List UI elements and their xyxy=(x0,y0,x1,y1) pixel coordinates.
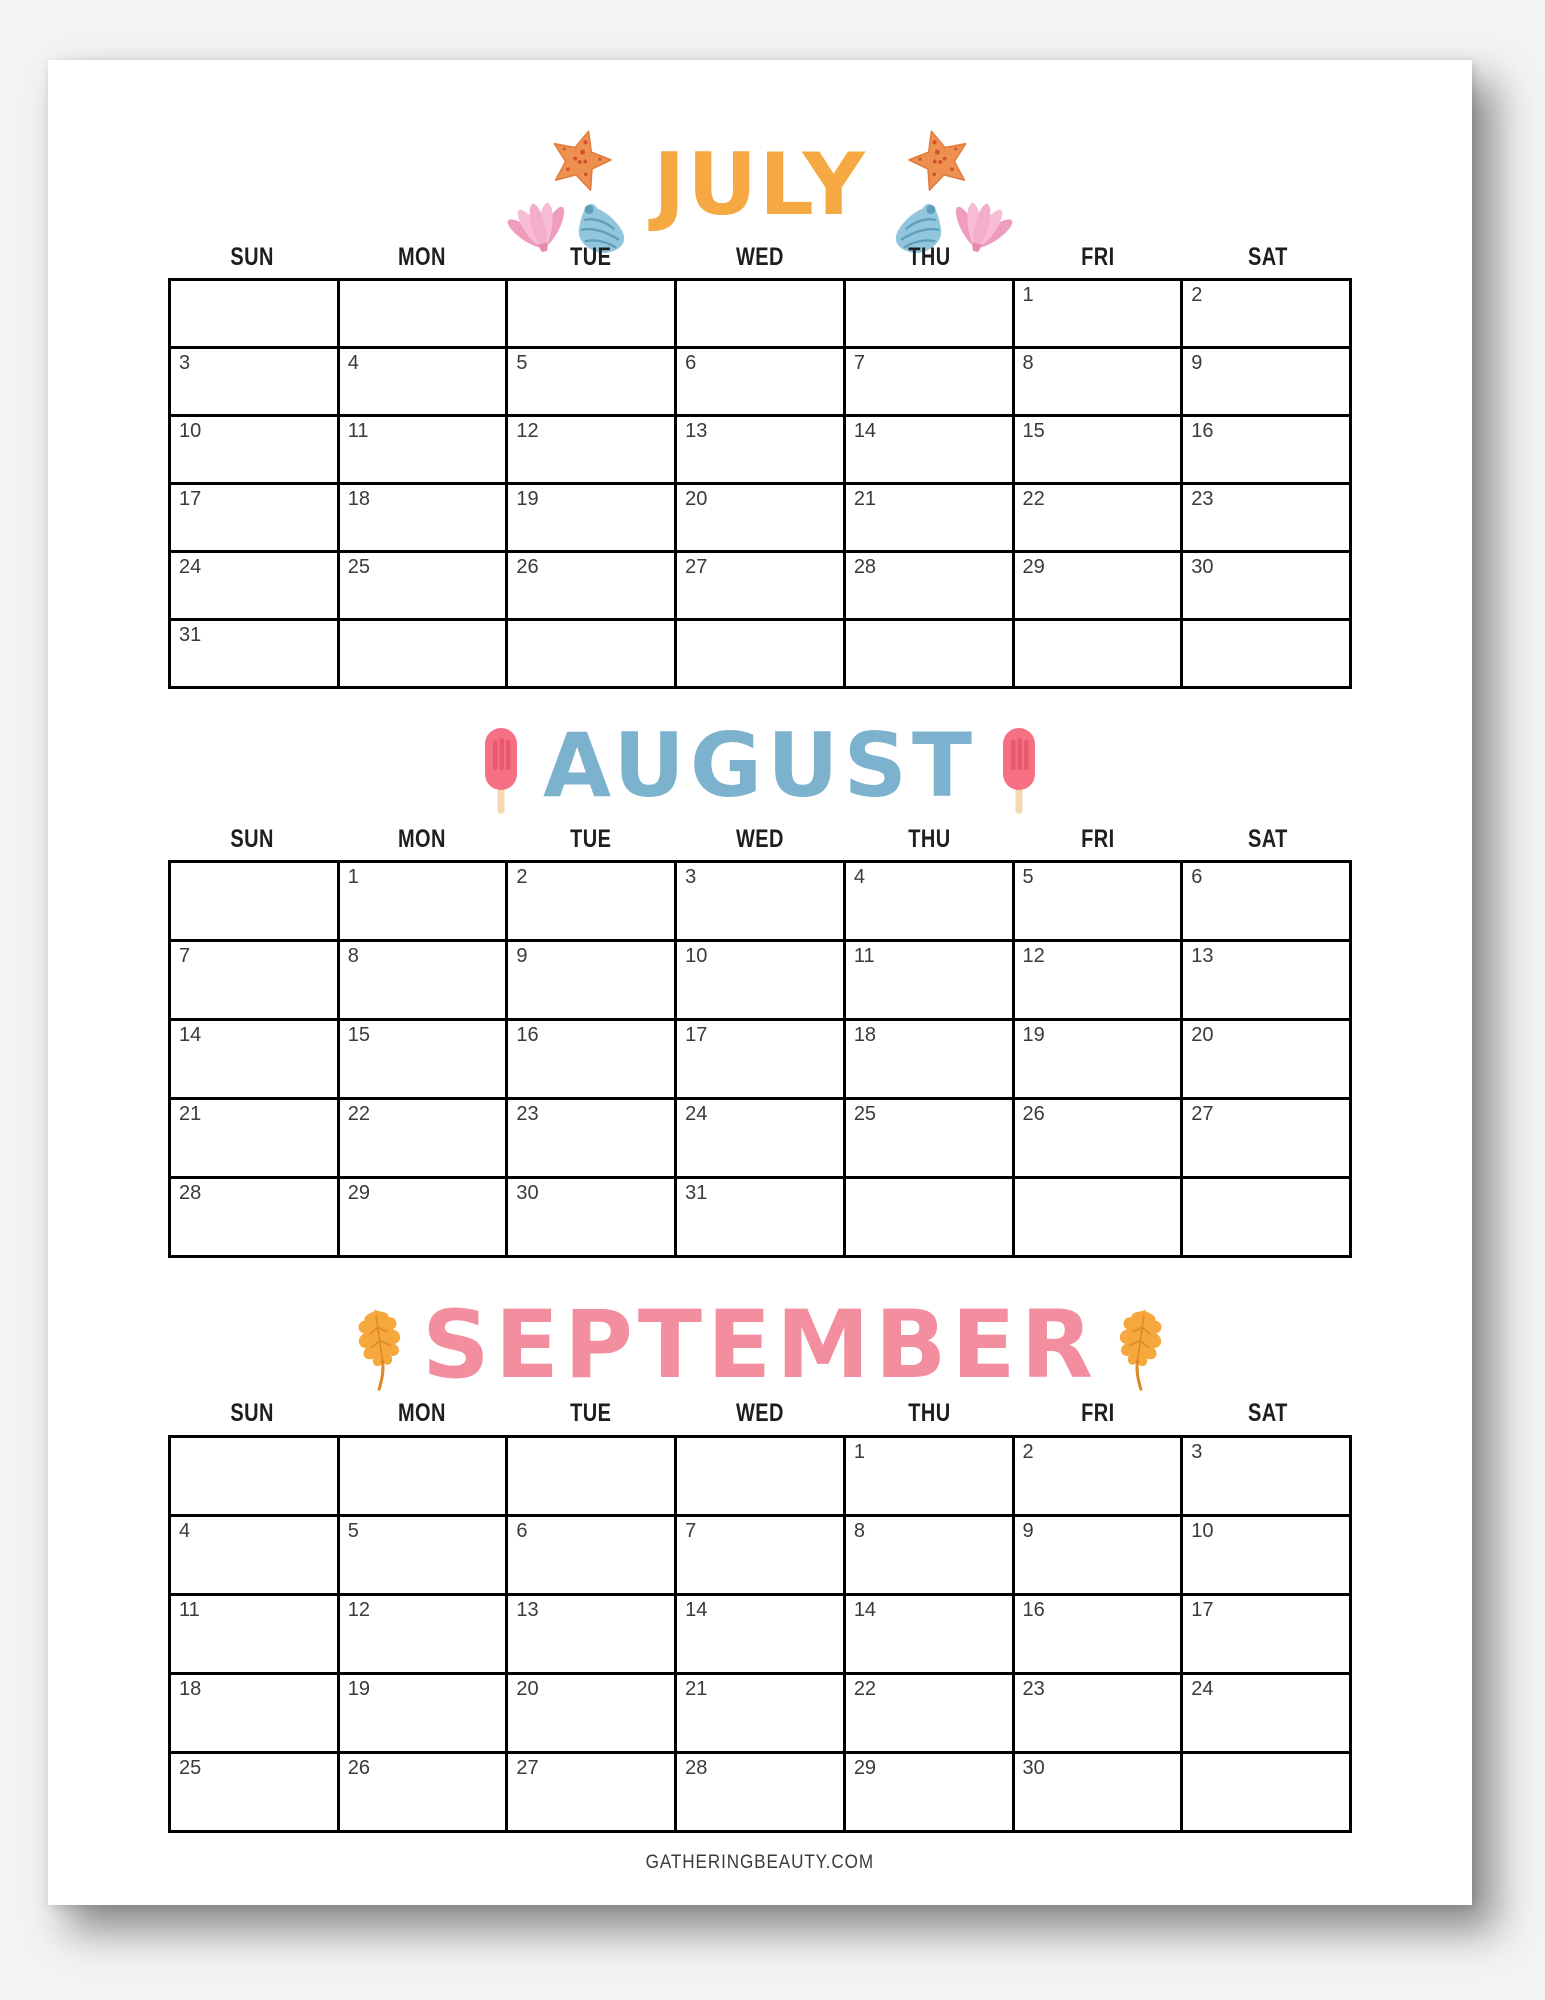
day-cell: 10 xyxy=(676,941,845,1020)
day-cell: 10 xyxy=(170,416,339,484)
day-cell: 21 xyxy=(844,484,1013,552)
weekday-label: WED xyxy=(736,1399,784,1427)
day-cell: 5 xyxy=(507,348,676,416)
day-cell xyxy=(844,280,1013,348)
weekday-label: TUE xyxy=(570,825,612,853)
day-cell: 6 xyxy=(676,348,845,416)
day-cell xyxy=(844,1178,1013,1257)
day-cell: 11 xyxy=(170,1595,339,1674)
day-cell xyxy=(1182,620,1351,688)
day-cell: 19 xyxy=(338,1674,507,1753)
day-cell: 22 xyxy=(844,1674,1013,1753)
weekday-label: THU xyxy=(907,825,951,853)
day-cell: 6 xyxy=(507,1516,676,1595)
week-row xyxy=(170,1674,1351,1753)
weekday-label: FRI xyxy=(1081,825,1115,853)
day-cell xyxy=(1013,1178,1182,1257)
day-cell: 23 xyxy=(1182,484,1351,552)
day-cell: 9 xyxy=(1182,348,1351,416)
day-cell: 25 xyxy=(170,1753,339,1832)
day-cell: 20 xyxy=(676,484,845,552)
month-header-july xyxy=(48,110,1472,260)
weekday-header-row xyxy=(168,1398,1352,1428)
day-cell: 20 xyxy=(1182,1020,1351,1099)
day-cell: 3 xyxy=(170,348,339,416)
day-cell: 26 xyxy=(1013,1099,1182,1178)
weekday-label: SAT xyxy=(1247,1399,1288,1427)
day-cell: 20 xyxy=(507,1674,676,1753)
day-cell: 12 xyxy=(507,416,676,484)
calendar-grid-august xyxy=(168,860,1352,1258)
day-cell: 19 xyxy=(507,484,676,552)
day-cell: 6 xyxy=(1182,862,1351,941)
day-cell: 21 xyxy=(170,1099,339,1178)
day-cell: 18 xyxy=(170,1674,339,1753)
week-row xyxy=(170,552,1351,620)
week-row xyxy=(170,348,1351,416)
day-cell: 7 xyxy=(676,1516,845,1595)
day-cell: 10 xyxy=(1182,1516,1351,1595)
day-cell: 4 xyxy=(844,862,1013,941)
day-cell: 24 xyxy=(1182,1674,1351,1753)
day-cell: 28 xyxy=(676,1753,845,1832)
day-cell: 25 xyxy=(338,552,507,620)
day-cell: 11 xyxy=(338,416,507,484)
day-cell: 11 xyxy=(844,941,1013,1020)
day-cell xyxy=(1182,1178,1351,1257)
day-cell: 17 xyxy=(1182,1595,1351,1674)
weekday-label: THU xyxy=(907,243,951,271)
popsicle-icon xyxy=(481,726,521,818)
day-cell: 27 xyxy=(1182,1099,1351,1178)
weekday-label: FRI xyxy=(1081,1399,1115,1427)
day-cell: 24 xyxy=(170,552,339,620)
day-cell: 14 xyxy=(844,1595,1013,1674)
week-row xyxy=(170,484,1351,552)
day-cell: 13 xyxy=(507,1595,676,1674)
day-cell: 13 xyxy=(1182,941,1351,1020)
day-cell: 25 xyxy=(844,1099,1013,1178)
day-cell: 17 xyxy=(676,1020,845,1099)
weekday-label: THU xyxy=(907,1399,951,1427)
weekday-label: MON xyxy=(397,825,446,853)
month-title-august: AUGUST xyxy=(543,714,977,817)
day-cell xyxy=(170,280,339,348)
day-cell xyxy=(338,1437,507,1516)
day-cell xyxy=(507,1437,676,1516)
day-cell: 16 xyxy=(1182,416,1351,484)
day-cell xyxy=(338,620,507,688)
day-cell: 8 xyxy=(338,941,507,1020)
weekday-label: SUN xyxy=(230,825,275,853)
calendar-grid-july xyxy=(168,278,1352,689)
starfish-icon xyxy=(899,120,981,202)
week-row xyxy=(170,1595,1351,1674)
day-cell: 30 xyxy=(1182,552,1351,620)
day-cell: 9 xyxy=(1013,1516,1182,1595)
weekday-label: SUN xyxy=(230,243,275,271)
week-row xyxy=(170,1099,1351,1178)
day-cell: 1 xyxy=(338,862,507,941)
day-cell: 22 xyxy=(1013,484,1182,552)
day-cell: 16 xyxy=(507,1020,676,1099)
site-footer-row xyxy=(48,1852,1472,1874)
day-cell: 14 xyxy=(676,1595,845,1674)
day-cell: 18 xyxy=(338,484,507,552)
day-cell: 16 xyxy=(1013,1595,1182,1674)
weekday-label: WED xyxy=(736,825,784,853)
day-cell xyxy=(844,620,1013,688)
week-row xyxy=(170,1020,1351,1099)
day-cell: 29 xyxy=(844,1753,1013,1832)
weekday-header-row xyxy=(168,242,1352,272)
day-cell: 3 xyxy=(1182,1437,1351,1516)
day-cell: 8 xyxy=(1013,348,1182,416)
day-cell: 5 xyxy=(1013,862,1182,941)
weekday-label: MON xyxy=(397,243,446,271)
month-header-september xyxy=(48,1290,1472,1402)
day-cell: 15 xyxy=(1013,416,1182,484)
week-row xyxy=(170,1753,1351,1832)
day-cell xyxy=(338,280,507,348)
month-title-july: JULY xyxy=(653,135,867,235)
day-cell xyxy=(676,280,845,348)
day-cell: 13 xyxy=(676,416,845,484)
popsicle-icon xyxy=(999,726,1039,818)
week-row xyxy=(170,862,1351,941)
day-cell: 7 xyxy=(170,941,339,1020)
day-cell xyxy=(676,1437,845,1516)
july-right-decoration xyxy=(877,128,1009,254)
day-cell: 9 xyxy=(507,941,676,1020)
starfish-icon xyxy=(539,120,621,202)
day-cell: 23 xyxy=(507,1099,676,1178)
day-cell: 12 xyxy=(338,1595,507,1674)
day-cell: 1 xyxy=(1013,280,1182,348)
day-cell: 19 xyxy=(1013,1020,1182,1099)
week-row xyxy=(170,620,1351,688)
day-cell: 24 xyxy=(676,1099,845,1178)
day-cell: 23 xyxy=(1013,1674,1182,1753)
day-cell: 31 xyxy=(170,620,339,688)
day-cell: 22 xyxy=(338,1099,507,1178)
site-footer: GATHERINGBEAUTY.COM xyxy=(645,1852,875,1873)
day-cell: 30 xyxy=(507,1178,676,1257)
week-row xyxy=(170,416,1351,484)
oak-leaf-icon xyxy=(1108,1303,1170,1397)
day-cell: 8 xyxy=(844,1516,1013,1595)
weekday-label: TUE xyxy=(570,243,612,271)
day-cell: 26 xyxy=(338,1753,507,1832)
weekday-label: MON xyxy=(397,1399,446,1427)
month-title-september: SEPTEMBER xyxy=(422,1291,1098,1400)
day-cell: 31 xyxy=(676,1178,845,1257)
day-cell: 27 xyxy=(676,552,845,620)
day-cell: 5 xyxy=(338,1516,507,1595)
week-row xyxy=(170,1516,1351,1595)
day-cell: 2 xyxy=(507,862,676,941)
weekday-label: SUN xyxy=(230,1399,275,1427)
month-header-august xyxy=(48,710,1472,822)
day-cell xyxy=(507,280,676,348)
day-cell: 17 xyxy=(170,484,339,552)
day-cell xyxy=(170,1437,339,1516)
weekday-label: SAT xyxy=(1247,825,1288,853)
day-cell: 4 xyxy=(338,348,507,416)
calendar-grid-september xyxy=(168,1435,1352,1833)
day-cell xyxy=(507,620,676,688)
week-row xyxy=(170,280,1351,348)
day-cell: 29 xyxy=(1013,552,1182,620)
day-cell: 18 xyxy=(844,1020,1013,1099)
day-cell xyxy=(1182,1753,1351,1832)
weekday-label: FRI xyxy=(1081,243,1115,271)
day-cell xyxy=(1013,620,1182,688)
day-cell xyxy=(170,862,339,941)
day-cell: 21 xyxy=(676,1674,845,1753)
day-cell: 15 xyxy=(338,1020,507,1099)
day-cell: 14 xyxy=(170,1020,339,1099)
day-cell: 2 xyxy=(1182,280,1351,348)
july-left-decoration xyxy=(511,128,643,254)
week-row xyxy=(170,1437,1351,1516)
week-row xyxy=(170,1178,1351,1257)
day-cell: 26 xyxy=(507,552,676,620)
weekday-label: SAT xyxy=(1247,243,1288,271)
day-cell: 27 xyxy=(507,1753,676,1832)
day-cell: 28 xyxy=(844,552,1013,620)
oak-leaf-icon xyxy=(350,1303,412,1397)
week-row xyxy=(170,941,1351,1020)
day-cell: 2 xyxy=(1013,1437,1182,1516)
weekday-header-row xyxy=(168,824,1352,854)
day-cell: 28 xyxy=(170,1178,339,1257)
day-cell: 7 xyxy=(844,348,1013,416)
day-cell: 3 xyxy=(676,862,845,941)
calendar-sheet xyxy=(48,60,1472,1905)
day-cell: 14 xyxy=(844,416,1013,484)
day-cell xyxy=(676,620,845,688)
day-cell: 12 xyxy=(1013,941,1182,1020)
weekday-label: WED xyxy=(736,243,784,271)
day-cell: 30 xyxy=(1013,1753,1182,1832)
day-cell: 4 xyxy=(170,1516,339,1595)
day-cell: 1 xyxy=(844,1437,1013,1516)
weekday-label: TUE xyxy=(570,1399,612,1427)
day-cell: 29 xyxy=(338,1178,507,1257)
